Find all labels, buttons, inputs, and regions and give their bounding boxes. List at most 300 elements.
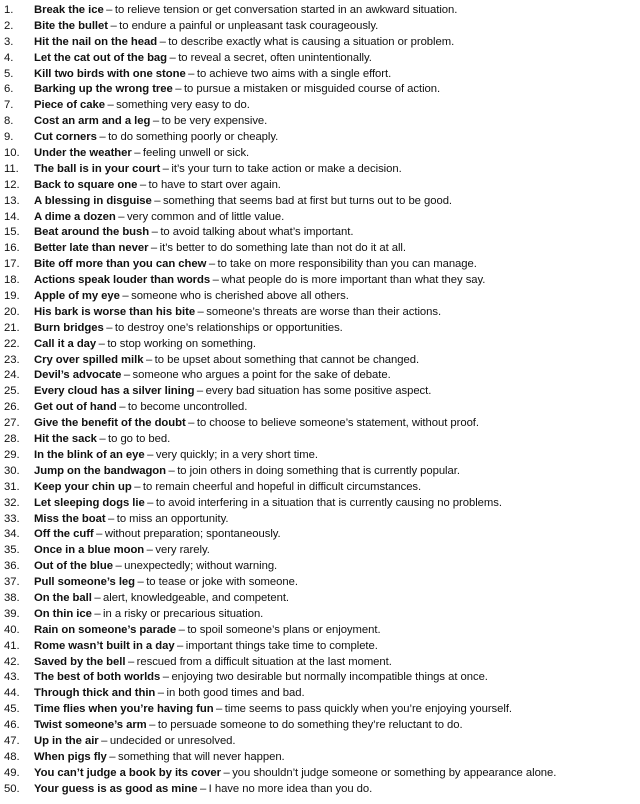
idiom-phrase: Cut corners — [34, 131, 97, 144]
item-content — [34, 162, 636, 178]
item-content — [34, 257, 636, 273]
dash-separator: – — [199, 782, 207, 795]
idiom-definition: to choose to believe someone’s statement, without proof. — [196, 417, 479, 430]
idiom-phrase: Saved by the bell — [34, 655, 126, 668]
list-item — [4, 353, 636, 369]
idiom-definition: to avoid talking about what’s important. — [160, 226, 354, 239]
idiom-phrase: Back to square one — [34, 178, 138, 191]
idiom-definition: in both good times and bad. — [166, 687, 305, 700]
idiom-phrase: In the blink of an eye — [34, 448, 145, 461]
idiom-phrase: On the ball — [34, 591, 92, 604]
list-item — [4, 114, 636, 130]
item-number: 43. — [4, 671, 20, 684]
item-content — [34, 496, 636, 512]
list-item — [4, 718, 636, 734]
dash-separator: – — [208, 258, 216, 271]
list-item — [4, 464, 636, 480]
idiom-phrase: Miss the boat — [34, 512, 106, 525]
idiom-definition: to remain cheerful and hopeful in difficult circumstances. — [142, 480, 422, 493]
dash-separator: – — [127, 655, 135, 668]
item-content — [34, 178, 636, 194]
idiom-phrase: Your guess is as good as mine — [34, 782, 198, 795]
idiom-phrase: Pull someone’s leg — [34, 576, 136, 589]
list-item — [4, 82, 636, 98]
item-content — [34, 384, 636, 400]
item-content — [34, 702, 636, 718]
idiom-definition: unexpectedly; without warning. — [124, 560, 278, 573]
dash-separator: – — [134, 147, 141, 160]
idiom-phrase: The ball is in your court — [34, 162, 161, 175]
list-item — [4, 321, 636, 337]
dash-separator: – — [106, 321, 113, 334]
item-content — [34, 19, 636, 35]
idiom-phrase: Call it a day — [34, 337, 97, 350]
item-number: 40. — [4, 623, 20, 636]
idiom-definition: to reveal a secret, often unintentionally. — [178, 51, 372, 64]
dash-separator: – — [99, 131, 106, 144]
list-item — [4, 51, 636, 67]
dash-separator: – — [162, 671, 169, 684]
item-number: 16. — [4, 242, 20, 255]
idiom-definition: important things take time to complete. — [185, 639, 378, 652]
idiom-phrase: Twist someone’s arm — [34, 719, 147, 732]
item-number: 27. — [4, 417, 20, 430]
item-number: 41. — [4, 639, 20, 652]
idiom-definition: to become uncontrolled. — [127, 401, 248, 414]
item-content — [34, 686, 636, 702]
item-content — [34, 750, 636, 766]
idiom-phrase: Beat around the bush — [34, 226, 150, 239]
item-content — [34, 337, 636, 353]
dash-separator: – — [159, 35, 166, 48]
item-content — [34, 670, 636, 686]
list-item — [4, 591, 636, 607]
item-content — [34, 321, 636, 337]
item-number: 10. — [4, 147, 20, 160]
idiom-phrase: Rain on someone’s parade — [34, 623, 177, 636]
idiom-definition: it’s your turn to take action or make a decision. — [171, 162, 402, 175]
item-content — [34, 543, 636, 559]
dash-separator: – — [110, 19, 117, 32]
idiom-definition: to stop working on something. — [107, 337, 256, 350]
list-item — [4, 305, 636, 321]
list-item — [4, 241, 636, 257]
dash-separator: – — [188, 67, 195, 80]
item-number: 20. — [4, 305, 20, 318]
item-number: 14. — [4, 210, 20, 223]
list-item — [4, 194, 636, 210]
item-number: 31. — [4, 480, 20, 493]
item-number: 44. — [4, 687, 20, 700]
idiom-definition: in a risky or precarious situation. — [103, 607, 264, 620]
item-number: 47. — [4, 734, 20, 747]
dash-separator: – — [122, 290, 129, 303]
dash-separator: – — [152, 115, 160, 128]
item-content — [34, 35, 636, 51]
item-number: 35. — [4, 544, 20, 557]
idiom-definition: every bad situation has some positive aspect. — [205, 385, 432, 398]
list-item — [4, 527, 636, 543]
idiom-phrase: Jump on the bandwagon — [34, 464, 166, 477]
dash-separator: – — [168, 464, 175, 477]
item-content — [34, 480, 636, 496]
idiom-definition: something very easy to do. — [116, 99, 250, 112]
idiom-phrase: You can’t judge a book by its cover — [34, 766, 221, 779]
dash-separator: – — [139, 178, 147, 191]
item-number: 12. — [4, 178, 20, 191]
item-number: 15. — [4, 226, 20, 239]
idiom-phrase: Off the cuff — [34, 528, 94, 541]
idiom-definition: time seems to pass quickly when you’re enjoying yourself. — [224, 703, 513, 716]
dash-separator: – — [108, 512, 115, 525]
idiom-phrase: Bite off more than you can chew — [34, 258, 207, 271]
item-number: 21. — [4, 321, 20, 334]
list-item — [4, 400, 636, 416]
list-item — [4, 273, 636, 289]
item-number: 37. — [4, 576, 20, 589]
item-content — [34, 67, 636, 83]
item-content — [34, 591, 636, 607]
idiom-phrase: Actions speak louder than words — [34, 274, 211, 287]
dash-separator: – — [154, 194, 161, 207]
item-content — [34, 194, 636, 210]
idiom-definition: something that will never happen. — [117, 750, 285, 763]
idiom-definition: undecided or unresolved. — [109, 734, 236, 747]
list-item — [4, 416, 636, 432]
dash-separator: – — [134, 480, 141, 493]
idiom-definition: to avoid interfering in a situation that is currently causing no problems. — [155, 496, 502, 509]
list-item — [4, 623, 636, 639]
idiom-definition: to destroy one’s relationships or opportunities. — [114, 321, 343, 334]
idiom-definition: without preparation; spontaneously. — [104, 528, 281, 541]
list-item — [4, 734, 636, 750]
idiom-phrase: His bark is worse than his bite — [34, 305, 196, 318]
dash-separator: – — [115, 560, 122, 573]
idiom-definition: to be very expensive. — [161, 115, 268, 128]
list-item — [4, 19, 636, 35]
idiom-definition: to be upset about something that cannot be changed. — [154, 353, 420, 366]
dash-separator: – — [99, 433, 106, 446]
idiom-definition: you shouldn’t judge someone or something by appearance alone. — [232, 766, 557, 779]
dash-separator: – — [145, 353, 153, 366]
idiom-phrase: The best of both worlds — [34, 671, 161, 684]
list-item — [4, 384, 636, 400]
idiom-definition: to endure a painful or unpleasant task courageously. — [119, 19, 379, 32]
item-number: 17. — [4, 258, 20, 271]
item-number: 46. — [4, 719, 20, 732]
item-number: 28. — [4, 433, 20, 446]
idiom-phrase: Every cloud has a silver lining — [34, 385, 195, 398]
dash-separator: – — [212, 274, 219, 287]
idiom-phrase: Through thick and thin — [34, 687, 156, 700]
idiom-list — [4, 3, 636, 798]
list-item — [4, 655, 636, 671]
idiom-phrase: Let sleeping dogs lie — [34, 496, 145, 509]
dash-separator: – — [123, 369, 131, 382]
idiom-phrase: Hit the nail on the head — [34, 35, 158, 48]
dash-separator: – — [109, 750, 116, 763]
item-content — [34, 289, 636, 305]
dash-separator: – — [137, 576, 144, 589]
list-item — [4, 512, 636, 528]
list-item — [4, 289, 636, 305]
item-number: 7. — [4, 99, 14, 112]
item-number: 2. — [4, 19, 14, 32]
list-item — [4, 543, 636, 559]
item-number: 45. — [4, 703, 20, 716]
idiom-phrase: Kill two birds with one stone — [34, 67, 186, 80]
item-content — [34, 575, 636, 591]
idiom-phrase: Devil’s advocate — [34, 369, 122, 382]
dash-separator: – — [106, 4, 113, 16]
idiom-phrase: Cry over spilled milk — [34, 353, 144, 366]
idiom-phrase: Apple of my eye — [34, 290, 120, 303]
idiom-definition: I have no more idea than you do. — [208, 782, 373, 795]
item-content — [34, 623, 636, 639]
item-content — [34, 464, 636, 480]
list-item — [4, 559, 636, 575]
idiom-definition: what people do is more important than what they say. — [221, 274, 486, 287]
idiom-definition: someone who argues a point for the sake of debate. — [132, 369, 391, 382]
item-number: 8. — [4, 115, 14, 128]
item-content — [34, 353, 636, 369]
idiom-definition: alert, knowledgeable, and competent. — [103, 591, 290, 604]
idiom-phrase: When pigs fly — [34, 750, 107, 763]
list-item — [4, 368, 636, 384]
item-content — [34, 432, 636, 448]
idiom-phrase: Let the cat out of the bag — [34, 51, 168, 64]
idiom-definition: to achieve two aims with a single effort. — [196, 67, 392, 80]
list-item — [4, 3, 636, 19]
list-item — [4, 337, 636, 353]
dash-separator: – — [98, 337, 105, 350]
idiom-definition: enjoying two desirable but normally incompatible things at once. — [171, 671, 488, 684]
idiom-phrase: Break the ice — [34, 4, 104, 16]
idiom-definition: to miss an opportunity. — [116, 512, 229, 525]
list-item — [4, 35, 636, 51]
item-number: 48. — [4, 750, 20, 763]
dash-separator: – — [197, 305, 204, 318]
item-content — [34, 130, 636, 146]
dash-separator: – — [147, 448, 154, 461]
list-item — [4, 130, 636, 146]
idiom-definition: to tease or joke with someone. — [146, 576, 298, 589]
list-item — [4, 448, 636, 464]
list-item — [4, 750, 636, 766]
list-item — [4, 766, 636, 782]
list-item — [4, 67, 636, 83]
item-number: 49. — [4, 766, 20, 779]
item-number: 39. — [4, 607, 20, 620]
idiom-phrase: Cost an arm and a leg — [34, 115, 151, 128]
dash-separator: – — [216, 703, 223, 716]
list-item — [4, 670, 636, 686]
idiom-phrase: Once in a blue moon — [34, 544, 145, 557]
item-content — [34, 273, 636, 289]
idiom-definition: it’s better to do something late than not do it at all. — [159, 242, 406, 255]
dash-separator: – — [147, 496, 154, 509]
idiom-definition: very rarely. — [155, 544, 210, 557]
item-content — [34, 400, 636, 416]
item-number: 9. — [4, 131, 14, 144]
list-item — [4, 480, 636, 496]
item-content — [34, 51, 636, 67]
idiom-phrase: Rome wasn’t built in a day — [34, 639, 175, 652]
list-item — [4, 162, 636, 178]
item-number: 6. — [4, 83, 14, 96]
item-number: 38. — [4, 591, 20, 604]
item-content — [34, 416, 636, 432]
item-number: 5. — [4, 67, 14, 80]
item-number: 3. — [4, 35, 14, 48]
idiom-phrase: Piece of cake — [34, 99, 105, 112]
idiom-definition: someone who is cherished above all others. — [131, 290, 349, 303]
idiom-phrase: Barking up the wrong tree — [34, 83, 173, 96]
idiom-phrase: Give the benefit of the doubt — [34, 417, 186, 430]
idiom-phrase: Time flies when you’re having fun — [34, 703, 214, 716]
idiom-definition: very common and of little value. — [126, 210, 285, 223]
item-content — [34, 512, 636, 528]
idiom-definition: rescued from a difficult situation at the last moment. — [136, 655, 392, 668]
item-content — [34, 655, 636, 671]
item-content — [34, 448, 636, 464]
dash-separator: – — [150, 242, 158, 255]
idiom-phrase: Hit the sack — [34, 433, 97, 446]
item-content — [34, 639, 636, 655]
list-item — [4, 782, 636, 798]
item-number: 13. — [4, 194, 20, 207]
dash-separator: – — [119, 401, 126, 414]
dash-separator: – — [157, 687, 164, 700]
dash-separator: – — [107, 99, 114, 112]
item-number: 1. — [4, 4, 14, 16]
item-number: 19. — [4, 290, 20, 303]
item-content — [34, 782, 636, 798]
idiom-phrase: Under the weather — [34, 147, 132, 160]
idiom-definition: to persuade someone to do something they’re reluctant to do. — [157, 719, 463, 732]
dash-separator: – — [169, 51, 176, 64]
list-item — [4, 210, 636, 226]
item-content — [34, 734, 636, 750]
idiom-definition: to relieve tension or get conversation started in an awkward situation. — [114, 4, 458, 16]
idiom-phrase: Bite the bullet — [34, 19, 108, 32]
item-number: 23. — [4, 353, 20, 366]
list-item — [4, 225, 636, 241]
item-content — [34, 559, 636, 575]
idiom-definition: to describe exactly what is causing a situation or problem. — [168, 35, 455, 48]
list-item — [4, 702, 636, 718]
item-number: 50. — [4, 782, 20, 795]
dash-separator: – — [196, 385, 204, 398]
item-number: 29. — [4, 448, 20, 461]
dash-separator: – — [149, 719, 156, 732]
list-item — [4, 496, 636, 512]
dash-separator: – — [101, 734, 108, 747]
item-content — [34, 225, 636, 241]
dash-separator: – — [94, 607, 101, 620]
list-item — [4, 432, 636, 448]
idiom-phrase: Out of the blue — [34, 560, 113, 573]
list-item — [4, 686, 636, 702]
dash-separator: – — [151, 226, 158, 239]
idiom-definition: to go to bed. — [108, 433, 171, 446]
idiom-definition: to have to start over again. — [148, 178, 281, 191]
item-content — [34, 82, 636, 98]
idiom-definition: someone’s threats are worse than their actions. — [206, 305, 442, 318]
idiom-definition: very quickly; in a very short time. — [155, 448, 318, 461]
idiom-phrase: A dime a dozen — [34, 210, 116, 223]
item-content — [34, 114, 636, 130]
item-number: 22. — [4, 337, 20, 350]
dash-separator: – — [177, 639, 184, 652]
idiom-definition: feeling unwell or sick. — [142, 147, 250, 160]
item-number: 4. — [4, 51, 14, 64]
dash-separator: – — [94, 591, 101, 604]
idiom-definition: to do something poorly or cheaply. — [108, 131, 279, 144]
idiom-definition: to take on more responsibility than you can manage. — [217, 258, 477, 271]
list-item — [4, 178, 636, 194]
list-item — [4, 146, 636, 162]
idiom-phrase: Up in the air — [34, 734, 99, 747]
item-content — [34, 607, 636, 623]
item-content — [34, 3, 636, 19]
list-item — [4, 98, 636, 114]
list-item — [4, 257, 636, 273]
idiom-phrase: Better late than never — [34, 242, 149, 255]
item-content — [34, 368, 636, 384]
item-number: 26. — [4, 401, 20, 414]
item-content — [34, 210, 636, 226]
item-content — [34, 766, 636, 782]
item-number: 25. — [4, 385, 20, 398]
item-content — [34, 146, 636, 162]
list-item — [4, 639, 636, 655]
item-number: 32. — [4, 496, 20, 509]
item-content — [34, 241, 636, 257]
idiom-phrase: On thin ice — [34, 607, 92, 620]
list-item — [4, 607, 636, 623]
item-number: 18. — [4, 274, 20, 287]
item-content — [34, 98, 636, 114]
idiom-phrase: Get out of hand — [34, 401, 117, 414]
item-number: 30. — [4, 464, 20, 477]
dash-separator: – — [223, 766, 230, 779]
item-number: 11. — [4, 162, 19, 175]
dash-separator: – — [146, 544, 153, 557]
idiom-phrase: A blessing in disguise — [34, 194, 152, 207]
idiom-definition: to spoil someone’s plans or enjoyment. — [187, 623, 381, 636]
dash-separator: – — [178, 623, 185, 636]
dash-separator: – — [118, 210, 125, 223]
idiom-phrase: Keep your chin up — [34, 480, 132, 493]
idiom-definition: to pursue a mistaken or misguided course of action. — [183, 83, 441, 96]
idiom-definition: something that seems bad at first but turns out to be good. — [162, 194, 453, 207]
dash-separator: – — [175, 83, 182, 96]
item-number: 42. — [4, 655, 20, 668]
item-number: 24. — [4, 369, 20, 382]
list-item — [4, 575, 636, 591]
item-content — [34, 718, 636, 734]
item-content — [34, 527, 636, 543]
dash-separator: – — [162, 162, 169, 175]
idiom-phrase: Burn bridges — [34, 321, 104, 334]
item-content — [34, 305, 636, 321]
dash-separator: – — [96, 528, 103, 541]
item-number: 36. — [4, 560, 20, 573]
item-number: 33. — [4, 512, 20, 525]
dash-separator: – — [188, 417, 195, 430]
item-number: 34. — [4, 528, 20, 541]
